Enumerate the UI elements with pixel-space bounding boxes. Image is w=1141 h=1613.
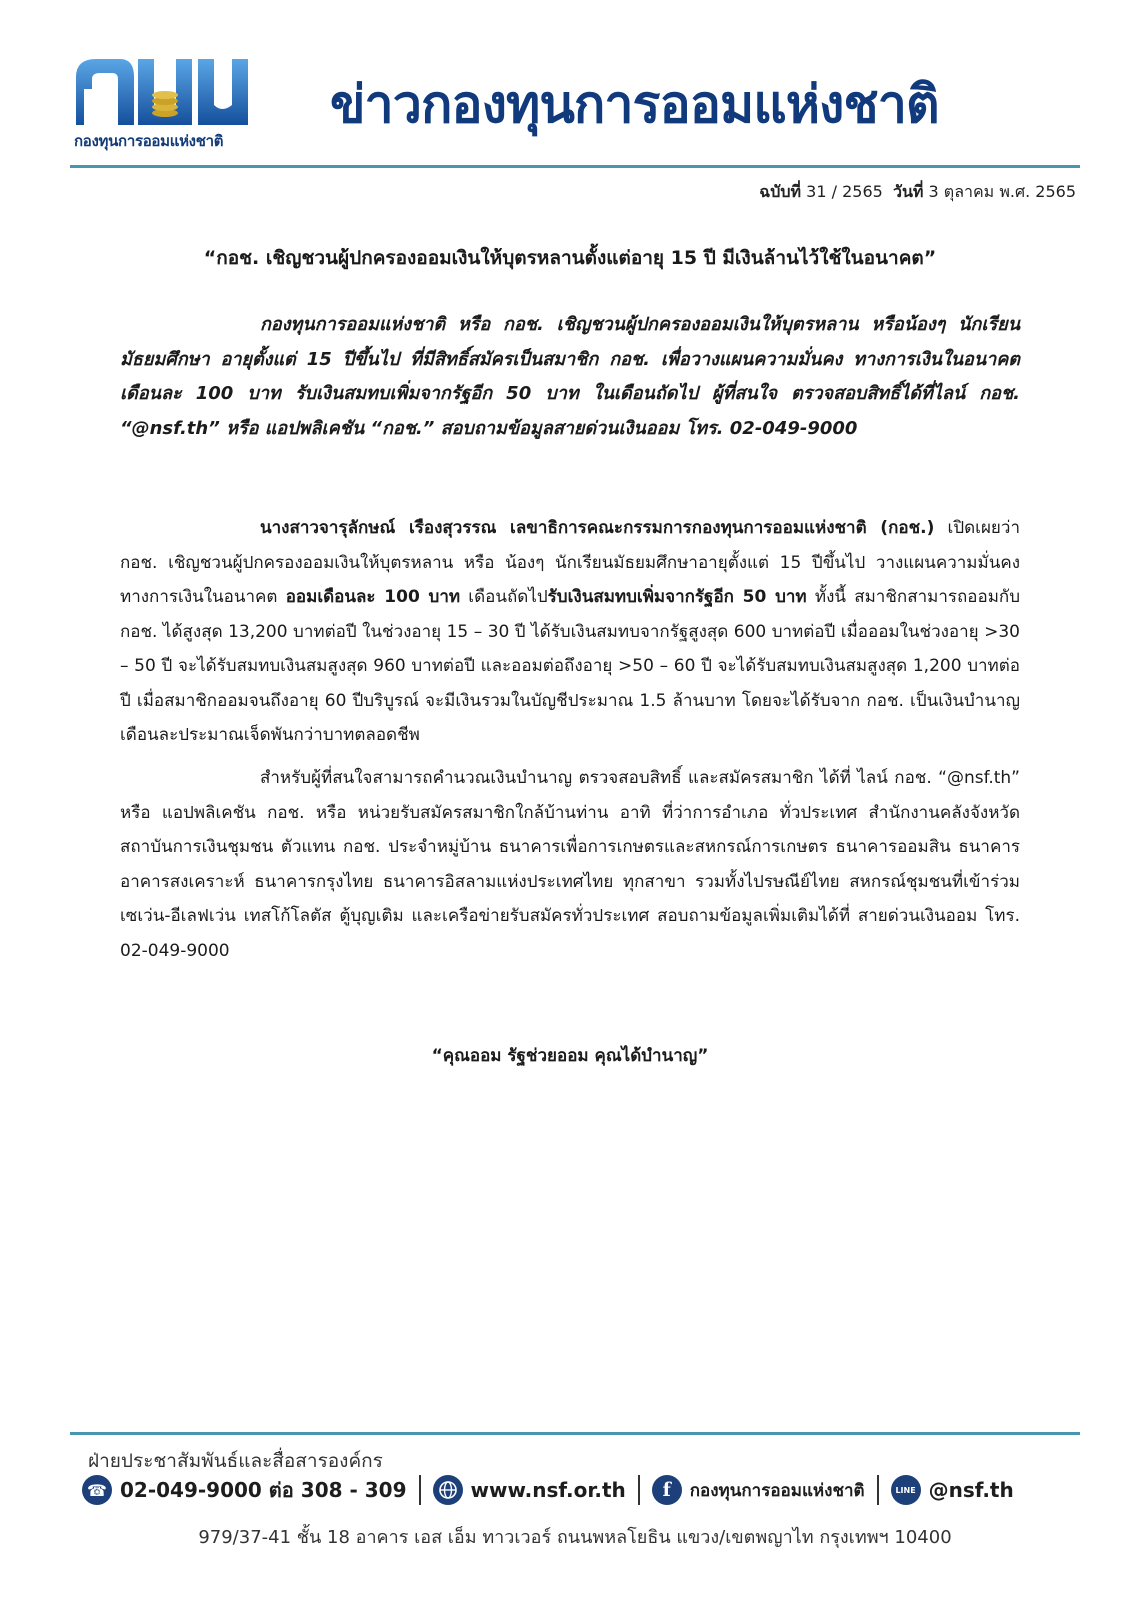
facebook-link[interactable] <box>652 1475 865 1505</box>
phone-icon: ☎ <box>82 1475 112 1505</box>
masthead-title: ข่าวกองทุนการออมแห่งชาติ <box>330 75 939 135</box>
facebook-icon: f <box>652 1475 682 1505</box>
nsf-logo <box>72 55 257 150</box>
separator <box>638 1475 640 1505</box>
speaker-name: นางสาวจารุลักษณ์ เรืองสุวรรณ เลขาธิการคณะกรรมการกองทุนการออมแห่งชาติ (กอช.) <box>260 518 935 538</box>
website-text: www.nsf.or.th <box>470 1478 626 1502</box>
facebook-text: กองทุนการออมแห่งชาติ <box>689 1480 865 1501</box>
body1-part1: เปิดเผยว่า กอช. เชิญชวนผู้ปกครองออมเงินให้บุตรหลาน หรือ น้องๆ นักเรียนมัธยมศึกษาอายุตั้งแต่ 15 ปีขึ้นไป วางแผนความมั่นคงทางการเงินในอนาคต <box>120 518 1020 607</box>
website-link[interactable] <box>433 1475 626 1505</box>
lead-paragraph: กองทุนการออมแห่งชาติ หรือ กอช. เชิญชวนผู้ปกครองออมเงินให้บุตรหลาน หรือน้องๆ นักเรียนมัธยมศึกษา อายุตั้งแต่ 15 ปีขึ้นไป ที่มีสิทธิ์สมัครเป็นสมาชิก กอช. เพื่อวางแผนความมั่นคง ทางการเงินในอนาคต เดือนละ 100 บาท รับเงินสมทบเพิ่มจากรัฐอีก 50 บาท ในเดือนถัดไป ผู้ที่สนใจ ตรวจสอบสิทธิ์ได้ที่ไลน์ กอช. “@nsf.th” หรือ แอปพลิเคชัน “กอช.” สอบถามข้อมูลสายด่วนเงินออม โทร. 02-049-9000 <box>120 314 1020 439</box>
body-paragraph-2: สำหรับผู้ที่สนใจสามารถคำนวณเงินบำนาญ ตรวจสอบสิทธิ์ และสมัครสมาชิก ได้ที่ ไลน์ กอช. “@nsf.th” หรือ แอปพลิเคชัน กอช. หรือ หน่วยรับสมัครสมาชิกใกล้บ้านท่าน อาทิ ที่ว่าการอำเภอ ทั่วประเทศ สำนักงานคลังจังหวัด สถาบันการเงินชุมชน ตัวแทน กอช. ประจำหมู่บ้าน ธนาคารเพื่อการเกษตรและสหกรณ์การเกษตร ธนาคารออมสิน ธนาคารอาคารสงเคราะห์ ธนาคารกรุงไทย ธนาคารอิสลามแห่งประเทศไทย ทุกสาขา รวมทั้งไปรษณีย์ไทย สหกรณ์ชุมชนที่เข้าร่วม เซเว่น-อีเลฟเว่น เทสโก้โลตัส ตู้บุญเติม และเครือข่ายรับสมัครทั่วประเทศ สอบถามข้อมูลเพิ่มเติมได้ที่ สายด่วนเงินออม โทร. 02-049-9000 <box>120 768 1020 961</box>
separator <box>419 1475 421 1505</box>
issue-line <box>759 180 1076 205</box>
slogan: “คุณออม รัฐช่วยออม คุณได้บำนาญ” <box>431 1046 709 1066</box>
news-headline: “กอช. เชิญชวนผู้ปกครองออมเงินให้บุตรหลานตั้งแต่อายุ 15 ปี มีเงินล้านไว้ใช้ในอนาคต” <box>203 247 937 269</box>
separator <box>877 1475 879 1505</box>
issue-date: 3 ตุลาคม พ.ศ. 2565 <box>928 182 1076 201</box>
issue-number: 31 / 2565 <box>806 182 883 201</box>
line-text: @nsf.th <box>928 1478 1014 1502</box>
phone-text: 02-049-9000 ต่อ 308 - 309 <box>120 1478 407 1502</box>
date-label: วันที่ <box>892 182 924 201</box>
phone-contact[interactable] <box>82 1474 407 1506</box>
contact-row <box>82 1470 1072 1510</box>
body1-part2: เดือนถัดไป <box>460 587 548 607</box>
body1-bold2: รับเงินสมทบเพิ่มจากรัฐอีก 50 บาท <box>547 587 807 607</box>
body-paragraph-1 <box>120 511 1020 753</box>
globe-icon <box>433 1475 463 1505</box>
line-link[interactable] <box>891 1475 1014 1505</box>
issue-label: ฉบับที่ <box>759 182 802 201</box>
office-address: 979/37-41 ชั้น 18 อาคาร เอส เอ็ม ทาวเวอร์ ถนนพหลโยธิน แขวง/เขตพญาไท กรุงเทพฯ 10400 <box>198 1527 952 1548</box>
line-icon: LINE <box>891 1475 921 1505</box>
top-divider <box>70 165 1080 168</box>
department-name: ฝ่ายประชาสัมพันธ์และสื่อสารองค์กร <box>88 1450 383 1472</box>
bottom-divider <box>70 1432 1080 1435</box>
logo-caption: กองทุนการออมแห่งชาติ <box>74 132 224 150</box>
body1-bold1: ออมเดือนละ 100 บาท <box>285 587 461 607</box>
nsf-logo-mark <box>72 55 257 127</box>
body1-part3: ทั้งนี้ สมาชิกสามารถออมกับ กอช. ได้สูงสุด 13,200 บาทต่อปี ในช่วงอายุ 15 – 30 ปี ได้รับเงินสมทบจากรัฐสูงสุด 600 บาทต่อปี เมื่อออมในช่วงอายุ >30 – 50 ปี จะได้รับสมทบเงินสมสูงสุด 960 บาทต่อปี และออมต่อถึงอายุ >50 – 60 ปี จะได้รับสมทบเงินสมสูงสุด 1,200 บาทต่อปี เมื่อสมาชิกออมจนถึงอายุ 60 ปีบริบูรณ์ จะมีเงินรวมในบัญชีประมาณ 1.5 ล้านบาท โดยจะได้รับจาก กอช. เป็นเงินบำนาญเดือนละประมาณเจ็ดพันกว่าบาทตลอดชีพ <box>120 587 1020 745</box>
